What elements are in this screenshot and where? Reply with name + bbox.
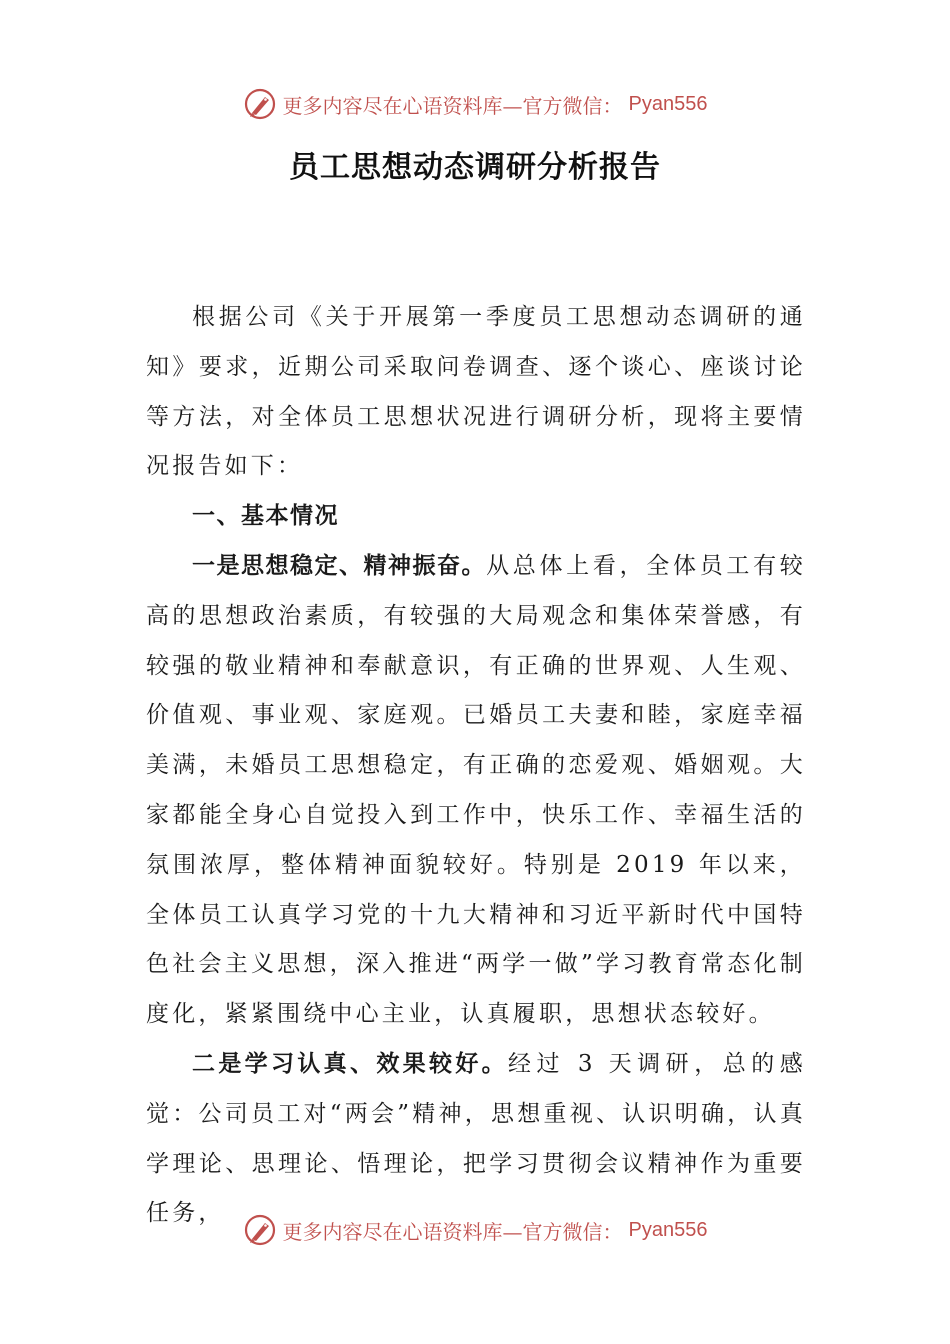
paragraph-body: 经过 3 天调研，总的感觉：公司员工对“两会”精神，思想重视、认识明确，认真学理论、思理论、悟理论，把学习贯彻会议精神作为重要任务， [146, 1050, 807, 1227]
paragraph-lead: 一是思想稳定、精神振奋。 [192, 552, 487, 579]
document-body [146, 293, 806, 1239]
paragraph-lead: 二是学习认真、效果较好。 [192, 1050, 509, 1077]
document-title: 员工思想动态调研分析报告 [289, 150, 661, 185]
pen-nib-circle-icon [243, 87, 277, 121]
paragraph-thought-stable [146, 542, 806, 1040]
header-watermark [0, 84, 950, 124]
watermark-text: 更多内容尽在心语资料库—官方微信： [282, 93, 623, 118]
watermark-text: 更多内容尽在心语资料库—官方微信： [282, 1219, 623, 1244]
paragraph-body: 从总体上看，全体员工有较高的思想政治素质，有较强的大局观念和集体荣誉感，有较强的敬业精神和奉献意识，有正确的世界观、人生观、价值观、事业观、家庭观。已婚员工夫妻和睦，家庭幸福美满，未婚员工思想稳定，有正确的恋爱观、婚姻观。大家都能全身心自觉投入到工作中，快乐工作、幸福生活的氛围浓厚，整体精神面貌较好。特别是 2019 年以来，全体员工认真学习党的十九大精神和习近平新时代中国特色社会主义思想，深入推进“两学一做”学习教育常态化制度化，紧紧围绕中心主业，认真履职，思想状态较好。 [146, 552, 807, 1028]
intro-paragraph: 根据公司《关于开展第一季度员工思想动态调研的通知》要求，近期公司采取问卷调查、逐个谈心、座谈讨论等方法，对全体员工思想状况进行调研分析，现将主要情况报告如下： [146, 304, 806, 480]
footer-watermark [0, 1210, 950, 1250]
section-heading-basic-situation: 一、基本情况 [192, 503, 339, 530]
watermark-wechat-id: Pyan556 [628, 1218, 708, 1241]
pen-nib-circle-icon [243, 1213, 277, 1247]
watermark-wechat-id: Pyan556 [628, 92, 708, 115]
